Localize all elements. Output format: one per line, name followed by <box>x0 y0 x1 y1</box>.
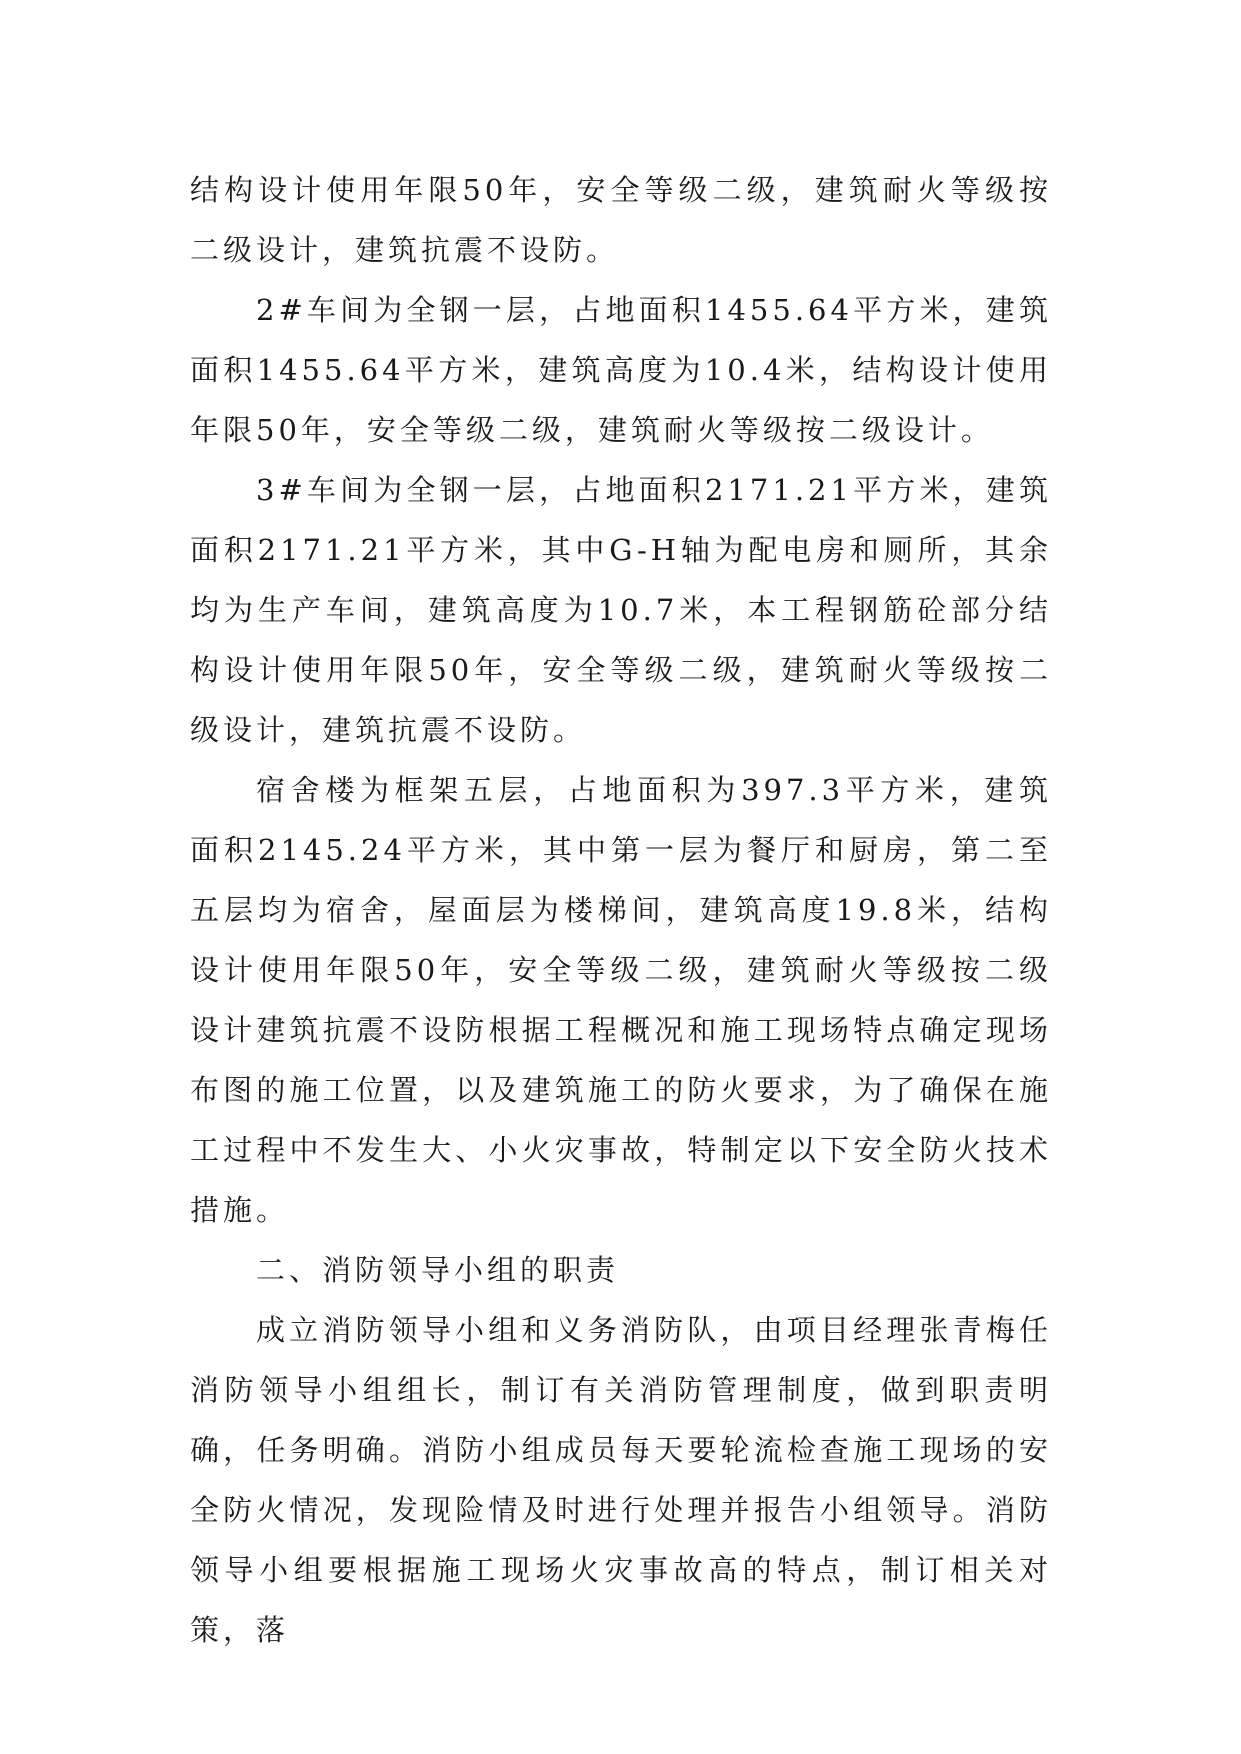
paragraph-continuation: 结构设计使用年限50年，安全等级二级，建筑耐火等级按二级设计，建筑抗震不设防。 <box>190 173 1052 267</box>
paragraph-dormitory: 宿舍楼为框架五层，占地面积为397.3平方米，建筑面积2145.24平方米，其中第一层为餐厅和厨房，第二至五层均为宿舍，屋面层为楼梯间，建筑高度19.8米，结构设计使用年限50年，安全等级二级，建筑耐火等级按二级设计建筑抗震不设防根据工程概况和施工现场特点确定现场布图的施工位置，以及建筑施工的防火要求，为了确保在施工过程中不发生大、小火灾事故，特制定以下安全防火技术措施。 <box>190 773 1052 1227</box>
paragraph-fire-team: 成立消防领导小组和义务消防队，由项目经理张青梅任消防领导小组组长，制订有关消防管理制度，做到职责明确，任务明确。消防小组成员每天要轮流检查施工现场的安全防火情况，发现险情及时进行处理并报告小组领导。消防领导小组要根据施工现场火灾事故高的特点，制订相关对策，落 <box>190 1313 1052 1647</box>
paragraph-workshop-3: 3#车间为全钢一层，占地面积2171.21平方米，建筑面积2171.21平方米，其中G-H轴为配电房和厕所，其余均为生产车间，建筑高度为10.7米，本工程钢筋砼部分结构设计使用年限50年，安全等级二级，建筑耐火等级按二级设计，建筑抗震不设防。 <box>190 473 1052 747</box>
section-heading: 二、消防领导小组的职责 <box>256 1253 620 1287</box>
document-body <box>190 160 1052 1660</box>
paragraph-workshop-2: 2#车间为全钢一层，占地面积1455.64平方米，建筑面积1455.64平方米，建筑高度为10.4米，结构设计使用年限50年，安全等级二级，建筑耐火等级按二级设计。 <box>190 293 1052 447</box>
